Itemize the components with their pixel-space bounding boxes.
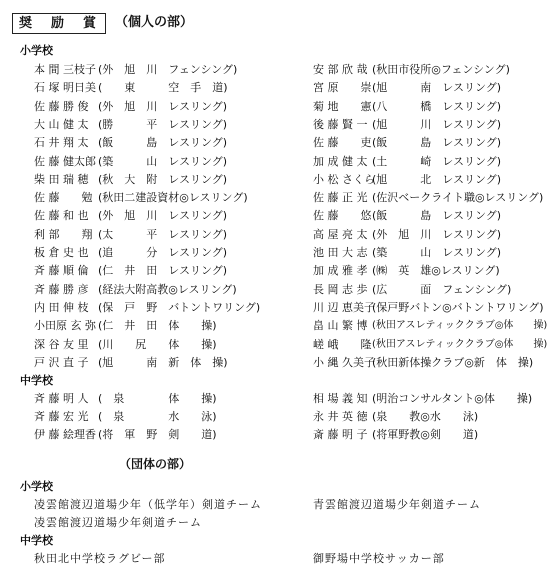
list-item — [0, 410, 551, 424]
person-affiliation: (保 戸 野 バトントワリング) — [98, 300, 261, 314]
person-affiliation: ( 泉 水 泳) — [98, 410, 217, 423]
person-affiliation: (保戸野バトン◎バトントワリング) — [372, 300, 544, 314]
person-affiliation: (外 旭 川 フェンシング) — [98, 63, 238, 76]
person-name: 佐 藤 吏 — [313, 136, 372, 150]
person-affiliation: (外 旭 川 レスリング) — [372, 227, 502, 241]
person-name: 斉 藤 勝 彦 — [34, 282, 89, 296]
person-name: 佐 藤 悠 — [313, 209, 372, 223]
person-name: 石 井 翔 太 — [34, 136, 89, 150]
list-item — [0, 338, 551, 352]
person-name: 加 成 健 太 — [313, 154, 368, 168]
list-item — [0, 356, 551, 370]
person-name: 大 山 健 太 — [34, 117, 89, 131]
award-title: 奨 励 賞 — [12, 13, 106, 34]
person-affiliation: (土 崎 レスリング) — [372, 154, 502, 168]
person-affiliation: (旭 南 新 体 操) — [98, 355, 228, 369]
person-affiliation: (旭 北 レスリング) — [372, 172, 502, 186]
list-item — [0, 191, 551, 205]
person-name: 深 谷 友 里 — [34, 337, 89, 351]
person-affiliation: (佐沢ベークライト職◎レスリング) — [372, 191, 544, 205]
group-team-2: 青雲館渡辺道場少年剣道チーム — [313, 498, 481, 511]
person-name: 戸 沢 直 子 — [34, 355, 89, 369]
person-affiliation: (追 分 レスリング) — [98, 246, 228, 259]
list-item — [0, 264, 551, 278]
person-affiliation: (築 山 レスリング) — [372, 246, 502, 259]
list-item — [0, 428, 551, 442]
list-item — [0, 209, 551, 223]
person-name: 川 辺 恵美子 — [313, 300, 375, 314]
person-name: 佐 藤 和 也 — [34, 209, 89, 223]
person-affiliation: (築 山 レスリング) — [98, 154, 228, 168]
list-item — [0, 173, 551, 187]
person-name: 佐 藤 勉 — [34, 191, 93, 205]
person-name: 嵯 峨 隆 — [313, 337, 372, 351]
person-name: 斉 藤 順 倫 — [34, 264, 89, 278]
list-item — [0, 118, 551, 132]
person-affiliation: (飯 島 レスリング) — [98, 136, 228, 150]
person-affiliation: (勝 平 レスリング) — [98, 117, 228, 131]
person-name: 長 岡 志 歩 — [313, 282, 368, 296]
person-affiliation: (飯 島 レスリング) — [372, 209, 502, 223]
individual-section-heading: （個人の部） — [115, 15, 194, 30]
person-name: 佐 藤 勝 俊 — [34, 99, 89, 113]
person-affiliation: (秋田アスレティッククラブ◎体 操) — [372, 320, 548, 332]
list-item — [0, 100, 551, 114]
person-name: 斎 藤 明 子 — [313, 428, 368, 441]
person-affiliation: (秋田市役所◎フェンシング) — [372, 63, 510, 76]
list-item — [0, 228, 551, 242]
person-name: 伊 藤 絵理香 — [34, 428, 96, 441]
person-name: 板 倉 史 也 — [34, 246, 89, 259]
group-section-heading: （団体の部） — [119, 457, 192, 471]
person-name: 宮 原 崇 — [313, 81, 372, 95]
person-name: 小 縄 久美子 — [313, 355, 375, 369]
person-name: 高 屋 亮 太 — [313, 227, 368, 241]
person-affiliation: (仁 井 田 レスリング) — [98, 264, 228, 278]
list-item — [0, 136, 551, 150]
person-name: 本 間 三枝子 — [34, 63, 96, 76]
person-affiliation: (泉 教◎水 泳) — [372, 410, 479, 423]
list-item — [0, 392, 551, 406]
person-name: 安 部 欣 哉 — [313, 63, 368, 76]
person-name: 加 成 雅 孝 — [313, 264, 368, 278]
list-item — [0, 63, 551, 77]
person-name: 内 田 伸 枝 — [34, 300, 89, 314]
person-affiliation: (経法大附高教◎レスリング) — [98, 282, 237, 296]
group-team-4: 秋田北中学校ラグビー部 — [34, 552, 166, 565]
person-affiliation: ( 泉 体 操) — [98, 392, 217, 405]
person-affiliation: (将 軍 野 剣 道) — [98, 428, 217, 441]
list-item — [0, 319, 551, 333]
list-item — [0, 283, 551, 297]
person-affiliation: (太 平 レスリング) — [98, 227, 228, 241]
person-name: 斉 藤 宏 光 — [34, 410, 89, 423]
person-affiliation: (明治コンサルタント◎体 操) — [372, 392, 533, 405]
elementary-heading: 小学校 — [20, 44, 53, 57]
person-affiliation: (秋 大 附 レスリング) — [98, 172, 228, 186]
person-affiliation: (秋田二建設資材◎レスリング) — [98, 191, 248, 205]
person-affiliation: (旭 川 レスリング) — [372, 117, 502, 131]
group-junior-heading: 中学校 — [20, 534, 53, 547]
person-name: 畠 山 繁 博 — [313, 319, 368, 333]
group-team-1: 凌雲館渡辺道場少年（低学年）剣道チーム — [34, 498, 262, 511]
person-affiliation: ( 東 空 手 道) — [98, 81, 228, 95]
person-affiliation: (飯 島 レスリング) — [372, 136, 502, 150]
person-affiliation: (秋田アスレティッククラブ◎体 操) — [372, 338, 548, 350]
person-name: 利 部 翔 — [34, 227, 93, 241]
person-name: 小田原 玄 弥 — [34, 319, 96, 333]
person-affiliation: (外 旭 川 レスリング) — [98, 209, 228, 223]
person-name: 石 塚 明日美 — [34, 81, 96, 95]
person-name: 相 場 義 知 — [313, 392, 368, 405]
junior-heading: 中学校 — [20, 374, 53, 387]
person-affiliation: (秋田新体操クラブ◎新 体 操) — [372, 355, 534, 369]
list-item — [0, 81, 551, 95]
person-name: 佐 藤 正 光 — [313, 191, 368, 205]
person-affiliation: (外 旭 川 レスリング) — [98, 99, 228, 113]
person-affiliation: (将軍野教◎剣 道) — [372, 428, 479, 441]
group-team-5: 御野場中学校サッカー部 — [313, 552, 445, 565]
list-item — [0, 155, 551, 169]
person-affiliation: (広 面 フェンシング) — [372, 282, 512, 296]
person-name: 斉 藤 明 人 — [34, 392, 89, 405]
person-affiliation: (八 橋 レスリング) — [372, 99, 502, 113]
list-item — [0, 246, 551, 260]
person-name: 菊 地 憲 — [313, 99, 372, 113]
person-name: 後 藤 賢 一 — [313, 117, 368, 131]
person-name: 永 井 英 徳 — [313, 410, 368, 423]
person-name: 佐 藤 健太郎 — [34, 154, 96, 168]
person-affiliation: (仁 井 田 体 操) — [98, 319, 217, 333]
person-name: 小 松 さくら — [313, 172, 375, 186]
group-team-3: 凌雲館渡辺道場少年剣道チーム — [34, 516, 202, 529]
list-item — [0, 301, 551, 315]
person-name: 池 田 大 志 — [313, 246, 368, 259]
person-affiliation: (旭 南 レスリング) — [372, 81, 502, 95]
person-name: 柴 田 瑞 穂 — [34, 172, 89, 186]
person-affiliation: (㈱ 英 雄◎レスリング) — [372, 264, 500, 278]
person-affiliation: (川 尻 体 操) — [98, 337, 217, 351]
group-elementary-heading: 小学校 — [20, 480, 53, 493]
